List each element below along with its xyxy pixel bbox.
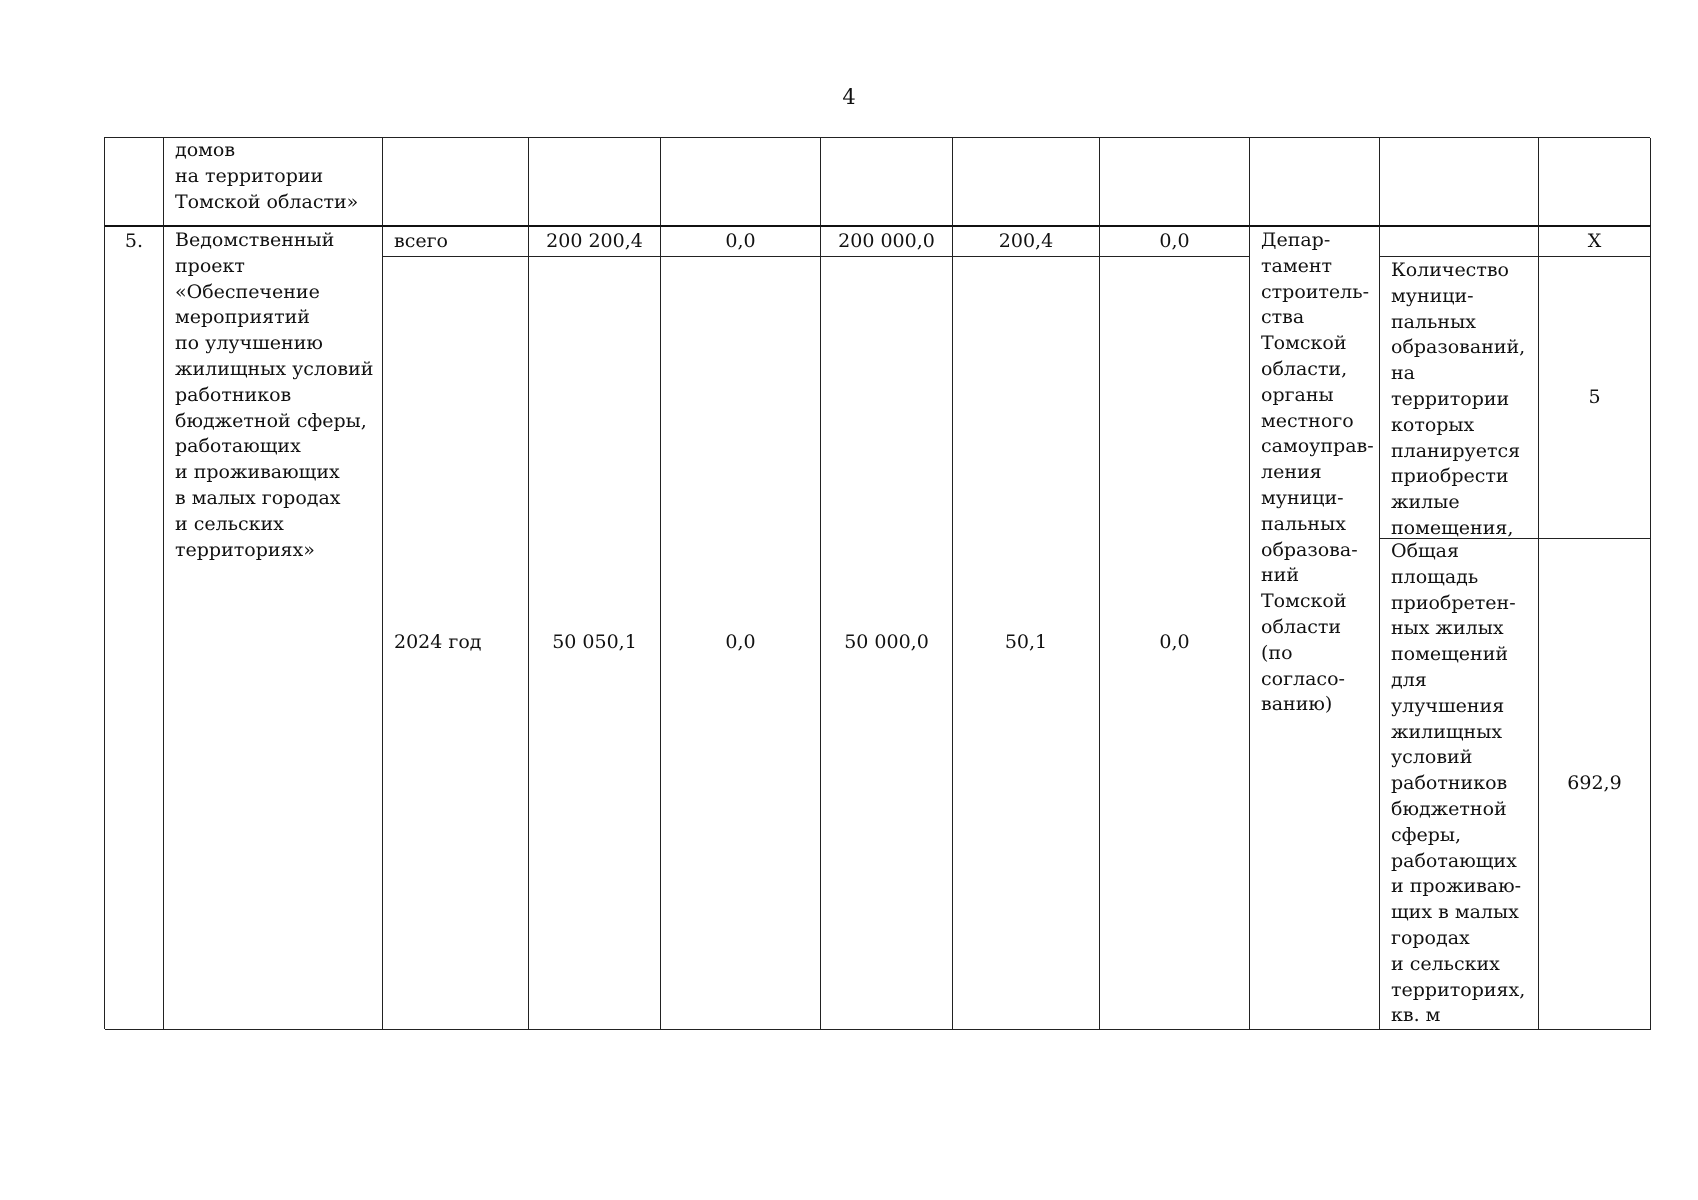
total-amount-regional-cell	[821, 225, 953, 257]
indicator-2-name-cell	[1380, 539, 1539, 1030]
total-amount-local: 200,4	[998, 229, 1054, 252]
year-amount-total-cell	[529, 257, 661, 1030]
indicator-total-name-cell	[1380, 225, 1539, 257]
indicator-2-value-cell	[1539, 539, 1651, 1030]
indicator-1-name-cell	[1380, 257, 1539, 539]
indicator-1-value-cell	[1539, 257, 1651, 539]
total-amount-local-cell	[953, 225, 1100, 257]
total-amount-other-cell	[1100, 225, 1250, 257]
total-period: всего	[394, 229, 448, 252]
year-period-cell	[383, 257, 529, 1030]
table-cell	[383, 138, 529, 226]
row-name: Ведомственный проект «Обеспечение мероприятий по улучшению жилищных условий работников бюджетной сферы, работающих и проживающих в малых городах и сельских территориях»	[175, 229, 374, 561]
indicator-2-name: Общая площадь приобретен- ных жилых помещений для улучшения жилищных условий работников бюджетной сферы, работающих и проживаю- щих в малых городах и сельских территориях, кв. м	[1391, 540, 1526, 1027]
table-cell	[529, 138, 661, 226]
row-name-cell	[164, 225, 383, 1030]
row-number: 5.	[124, 230, 144, 252]
row-number-cell	[105, 225, 164, 1030]
total-amount-other: 0,0	[1159, 229, 1190, 252]
table-cell-continuation-name	[164, 138, 383, 226]
indicator-1-value: 5	[1588, 385, 1601, 408]
indicator-total-value: Х	[1587, 229, 1602, 252]
executor-cell	[1250, 225, 1380, 1030]
table-cell	[1539, 138, 1651, 226]
total-amount-federal: 0,0	[725, 229, 756, 252]
year-amount-local-cell	[953, 257, 1100, 1030]
year-amount-federal-cell	[661, 257, 821, 1030]
executor: Депар- тамент строитель- ства Томской области, органы местного самоуправ- ления муници- пальных образова- ний Томской области (по согласо- ванию)	[1261, 229, 1374, 716]
year-amount-regional-cell	[821, 257, 953, 1030]
indicator-2-value: 692,9	[1567, 772, 1622, 795]
table-cell	[1250, 138, 1380, 226]
table-cell	[661, 138, 821, 226]
indicator-1-name: Количество муници- пальных образований, на территории которых планируется приобрести жилые помещения,	[1391, 259, 1526, 539]
table-cell	[105, 138, 164, 226]
indicator-total-value-cell	[1539, 225, 1651, 257]
table-cell	[953, 138, 1100, 226]
table-cell	[1380, 138, 1539, 226]
year-amount-local: 50,1	[1004, 631, 1048, 654]
total-amount-regional: 200 000,0	[838, 229, 935, 252]
year-amount-other-cell	[1100, 257, 1250, 1030]
data-table	[104, 137, 1650, 1029]
year-amount-other: 0,0	[1159, 631, 1190, 654]
table-cell	[1100, 138, 1250, 226]
total-amount-total: 200 200,4	[546, 229, 643, 252]
year-amount-total: 50 050,1	[552, 631, 637, 654]
year-amount-regional: 50 000,0	[844, 631, 929, 654]
total-period-cell	[383, 225, 529, 257]
year-amount-federal: 0,0	[725, 631, 756, 654]
page-number: 4	[842, 85, 856, 109]
table-cell	[821, 138, 953, 226]
continuation-name-text: домов на территории Томской области»	[175, 139, 359, 213]
year-period: 2024 год	[394, 631, 482, 654]
total-amount-federal-cell	[661, 225, 821, 257]
total-amount-total-cell	[529, 225, 661, 257]
